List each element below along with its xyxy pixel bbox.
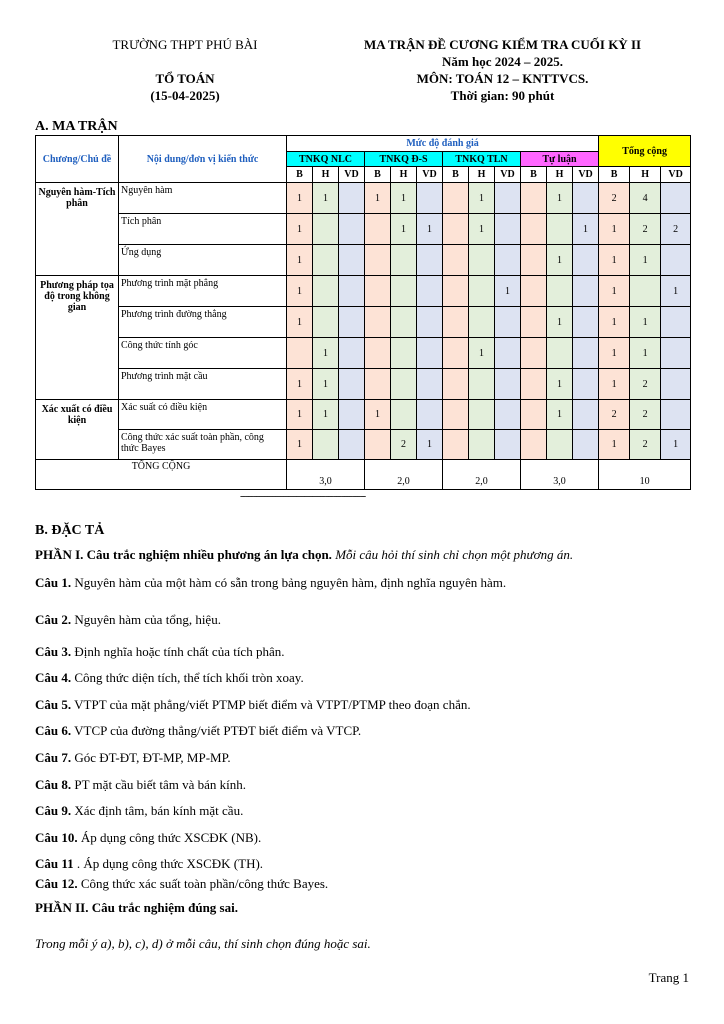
matrix-cell bbox=[417, 245, 443, 276]
question-label: Câu 11 bbox=[35, 856, 74, 871]
topic-name: Nguyên hàm bbox=[119, 183, 287, 214]
matrix-cell: 2 bbox=[630, 400, 661, 430]
question-item bbox=[35, 643, 695, 660]
matrix-cell: 1 bbox=[599, 276, 630, 307]
matrix-cell bbox=[521, 430, 547, 460]
question-label: Câu 12. bbox=[35, 876, 78, 891]
total-value: 3,0 bbox=[287, 460, 365, 490]
question-item bbox=[35, 696, 695, 713]
matrix-cell bbox=[417, 369, 443, 400]
matrix-cell bbox=[339, 338, 365, 369]
chapter-name: Xác xuất có điều kiện bbox=[36, 400, 119, 460]
matrix-cell bbox=[495, 245, 521, 276]
group-header: TNKQ Đ-S bbox=[365, 152, 443, 167]
group-header: TNKQ TLN bbox=[443, 152, 521, 167]
matrix-cell: 2 bbox=[599, 183, 630, 214]
document-date: (15-04-2025) bbox=[150, 88, 220, 103]
matrix-cell: 1 bbox=[495, 276, 521, 307]
matrix-cell: 1 bbox=[365, 183, 391, 214]
matrix-cell bbox=[521, 276, 547, 307]
matrix-cell bbox=[469, 245, 495, 276]
topic-name: Ứng dụng bbox=[119, 245, 287, 276]
school-name: TRƯỜNG THPT PHÚ BÀI bbox=[112, 37, 258, 52]
topic-name: Công thức xác suất toàn phần, công thức Bayes bbox=[119, 430, 287, 460]
level-header: H bbox=[469, 167, 495, 183]
matrix-cell: 2 bbox=[391, 430, 417, 460]
matrix-cell: 1 bbox=[599, 214, 630, 245]
matrix-cell bbox=[495, 338, 521, 369]
matrix-cell bbox=[339, 183, 365, 214]
level-header: VD bbox=[661, 167, 691, 183]
matrix-cell: 2 bbox=[599, 400, 630, 430]
matrix-cell: 1 bbox=[417, 430, 443, 460]
matrix-cell bbox=[417, 338, 443, 369]
matrix-cell: 1 bbox=[661, 430, 691, 460]
group-header: TNKQ NLC bbox=[287, 152, 365, 167]
matrix-cell: 2 bbox=[630, 430, 661, 460]
matrix-cell bbox=[573, 400, 599, 430]
matrix-cell: 2 bbox=[661, 214, 691, 245]
matrix-cell: 2 bbox=[630, 214, 661, 245]
matrix-cell bbox=[443, 245, 469, 276]
part2-title: PHẦN II. Câu trắc nghiệm đúng sai. bbox=[35, 900, 238, 915]
question-item bbox=[35, 611, 695, 628]
question-label: Câu 7. bbox=[35, 750, 72, 765]
question-item bbox=[35, 669, 695, 686]
topic-name: Công thức tính góc bbox=[119, 338, 287, 369]
question-text: Nguyên hàm của tổng, hiệu. bbox=[74, 612, 221, 627]
matrix-cell: 1 bbox=[469, 214, 495, 245]
matrix-cell bbox=[339, 245, 365, 276]
question-label: Câu 5. bbox=[35, 697, 72, 712]
department: TỔ TOÁN bbox=[155, 71, 215, 86]
matrix-cell bbox=[391, 369, 417, 400]
question-item bbox=[35, 776, 695, 793]
matrix-cell bbox=[573, 430, 599, 460]
matrix-cell bbox=[313, 430, 339, 460]
matrix-cell bbox=[573, 369, 599, 400]
topic-name: Phương trình mặt phẳng bbox=[119, 276, 287, 307]
level-header: VD bbox=[339, 167, 365, 183]
matrix-cell bbox=[495, 214, 521, 245]
matrix-cell bbox=[339, 400, 365, 430]
matrix-cell bbox=[573, 183, 599, 214]
matrix-cell bbox=[521, 369, 547, 400]
col-content-header: Nội dung/đơn vị kiến thức bbox=[119, 136, 287, 183]
matrix-cell bbox=[521, 214, 547, 245]
question-text: Góc ĐT-ĐT, ĐT-MP, MP-MP. bbox=[74, 750, 231, 765]
matrix-cell bbox=[365, 369, 391, 400]
question-text: Nguyên hàm của một hàm có sẵn trong bảng nguyên hàm, định nghĩa nguyên hàm. bbox=[74, 575, 507, 590]
matrix-cell bbox=[417, 307, 443, 338]
matrix-cell bbox=[365, 430, 391, 460]
matrix-cell bbox=[443, 338, 469, 369]
matrix-cell bbox=[573, 307, 599, 338]
matrix-cell: 1 bbox=[573, 214, 599, 245]
matrix-cell bbox=[391, 276, 417, 307]
question-label: Câu 1. bbox=[35, 575, 72, 590]
school-year: Năm học 2024 – 2025. bbox=[442, 54, 563, 69]
matrix-cell: 1 bbox=[599, 245, 630, 276]
matrix-cell bbox=[547, 338, 573, 369]
level-header: B bbox=[599, 167, 630, 183]
matrix-cell: 1 bbox=[287, 307, 313, 338]
matrix-cell: 1 bbox=[287, 183, 313, 214]
matrix-cell bbox=[443, 183, 469, 214]
assessment-matrix bbox=[35, 135, 691, 490]
matrix-cell bbox=[443, 214, 469, 245]
question-text: VTPT của mặt phẳng/viết PTMP biết điểm và VTPT/PTMP theo đoạn chắn. bbox=[74, 697, 471, 712]
matrix-cell bbox=[547, 276, 573, 307]
matrix-cell bbox=[443, 430, 469, 460]
matrix-cell bbox=[365, 338, 391, 369]
chapter-name: Nguyên hàm-Tích phân bbox=[36, 183, 119, 276]
question-text: Công thức diện tích, thể tích khối tròn xoay. bbox=[74, 670, 304, 685]
matrix-cell bbox=[365, 276, 391, 307]
col-chapter-header: Chương/Chủ đề bbox=[36, 136, 119, 183]
matrix-cell: 4 bbox=[630, 183, 661, 214]
matrix-cell bbox=[661, 400, 691, 430]
matrix-cell bbox=[661, 338, 691, 369]
question-text: . Áp dụng công thức XSCĐK (TH). bbox=[76, 856, 264, 871]
matrix-cell: 1 bbox=[313, 183, 339, 214]
question-text: Định nghĩa hoặc tính chất của tích phân. bbox=[74, 644, 285, 659]
matrix-cell: 1 bbox=[287, 430, 313, 460]
question-label: Câu 2. bbox=[35, 612, 72, 627]
matrix-cell bbox=[661, 307, 691, 338]
matrix-cell bbox=[573, 338, 599, 369]
matrix-cell: 1 bbox=[547, 400, 573, 430]
matrix-cell: 1 bbox=[547, 369, 573, 400]
matrix-cell bbox=[521, 338, 547, 369]
matrix-cell: 1 bbox=[287, 369, 313, 400]
matrix-cell bbox=[417, 276, 443, 307]
total-value: 2,0 bbox=[443, 460, 521, 490]
matrix-cell: 1 bbox=[313, 338, 339, 369]
matrix-cell bbox=[495, 430, 521, 460]
matrix-cell bbox=[339, 430, 365, 460]
matrix-cell bbox=[521, 400, 547, 430]
subject: MÔN: TOÁN 12 – KNTTVCS. bbox=[416, 71, 589, 86]
matrix-cell: 1 bbox=[630, 338, 661, 369]
section-a-title: A. MA TRẬN bbox=[35, 119, 118, 134]
matrix-cell bbox=[391, 400, 417, 430]
matrix-cell bbox=[495, 183, 521, 214]
matrix-cell bbox=[573, 276, 599, 307]
question-item bbox=[35, 875, 695, 892]
question-text: VTCP của đường thẳng/viết PTĐT biết điểm và VTCP. bbox=[74, 723, 362, 738]
matrix-cell bbox=[365, 245, 391, 276]
matrix-cell: 1 bbox=[417, 214, 443, 245]
matrix-cell bbox=[443, 276, 469, 307]
matrix-cell: 1 bbox=[599, 338, 630, 369]
part1-note: Mỗi câu hỏi thí sinh chỉ chọn một phương án. bbox=[335, 547, 574, 562]
matrix-cell bbox=[521, 183, 547, 214]
question-label: Câu 9. bbox=[35, 803, 72, 818]
question-label: Câu 3. bbox=[35, 644, 72, 659]
topic-name: Xác suất có điều kiện bbox=[119, 400, 287, 430]
exam-time: Thời gian: 90 phút bbox=[450, 88, 555, 103]
matrix-cell bbox=[661, 369, 691, 400]
matrix-cell: 1 bbox=[630, 307, 661, 338]
topic-name: Phương trình mặt cầu bbox=[119, 369, 287, 400]
level-header: VD bbox=[495, 167, 521, 183]
matrix-cell: 1 bbox=[365, 400, 391, 430]
part1-heading bbox=[35, 546, 695, 563]
level-header: B bbox=[287, 167, 313, 183]
question-item bbox=[35, 802, 695, 819]
matrix-cell bbox=[630, 276, 661, 307]
matrix-cell bbox=[469, 307, 495, 338]
question-item bbox=[35, 722, 695, 739]
topic-name: Tích phân bbox=[119, 214, 287, 245]
level-header: H bbox=[313, 167, 339, 183]
matrix-cell: 1 bbox=[547, 183, 573, 214]
total-value: 2,0 bbox=[365, 460, 443, 490]
matrix-cell bbox=[365, 214, 391, 245]
level-header: VD bbox=[573, 167, 599, 183]
matrix-cell bbox=[547, 214, 573, 245]
question-text: PT mặt cầu biết tâm và bán kính. bbox=[74, 777, 246, 792]
matrix-cell bbox=[521, 245, 547, 276]
level-header: B bbox=[365, 167, 391, 183]
level-header: H bbox=[391, 167, 417, 183]
matrix-cell: 1 bbox=[469, 183, 495, 214]
matrix-cell bbox=[313, 214, 339, 245]
total-label: TỔNG CỘNG bbox=[36, 460, 287, 490]
matrix-cell: 1 bbox=[547, 245, 573, 276]
level-header: VD bbox=[417, 167, 443, 183]
group-header: Tự luận bbox=[521, 152, 599, 167]
matrix-cell bbox=[339, 307, 365, 338]
question-text: Áp dụng công thức XSCĐK (NB). bbox=[80, 830, 262, 845]
document-title: MA TRẬN ĐỀ CƯƠNG KIỂM TRA CUỐI KỲ II bbox=[363, 37, 642, 52]
chapter-name: Phương pháp tọa độ trong không gian bbox=[36, 276, 119, 400]
question-item bbox=[35, 574, 695, 591]
matrix-cell: 1 bbox=[287, 214, 313, 245]
matrix-cell: 1 bbox=[287, 245, 313, 276]
matrix-cell bbox=[339, 214, 365, 245]
matrix-cell bbox=[573, 245, 599, 276]
matrix-cell bbox=[443, 307, 469, 338]
matrix-cell: 1 bbox=[313, 369, 339, 400]
question-label: Câu 6. bbox=[35, 723, 72, 738]
question-item bbox=[35, 855, 695, 872]
separator: ----------------------------------------------- bbox=[240, 490, 366, 502]
matrix-cell bbox=[391, 338, 417, 369]
matrix-cell: 1 bbox=[391, 183, 417, 214]
matrix-cell bbox=[469, 400, 495, 430]
matrix-cell bbox=[661, 183, 691, 214]
matrix-cell bbox=[495, 369, 521, 400]
matrix-cell: 1 bbox=[547, 307, 573, 338]
matrix-cell bbox=[313, 307, 339, 338]
matrix-cell bbox=[287, 338, 313, 369]
page-number: Trang 1 bbox=[648, 970, 689, 985]
col-level-header: Mức độ đánh giá bbox=[287, 136, 599, 152]
matrix-cell bbox=[547, 430, 573, 460]
question-item bbox=[35, 829, 695, 846]
total-value: 3,0 bbox=[521, 460, 599, 490]
matrix-cell: 1 bbox=[599, 369, 630, 400]
matrix-cell bbox=[469, 369, 495, 400]
matrix-cell bbox=[495, 400, 521, 430]
topic-name: Phương trình đường thẳng bbox=[119, 307, 287, 338]
matrix-cell: 1 bbox=[630, 245, 661, 276]
matrix-cell bbox=[469, 430, 495, 460]
matrix-cell bbox=[443, 400, 469, 430]
matrix-cell bbox=[313, 276, 339, 307]
question-label: Câu 8. bbox=[35, 777, 72, 792]
matrix-cell bbox=[661, 245, 691, 276]
part2-note: Trong mỗi ý a), b), c), d) ở mỗi câu, thí sinh chọn đúng hoặc sai. bbox=[35, 936, 371, 951]
col-total-header: Tổng cộng bbox=[599, 136, 691, 167]
matrix-cell: 2 bbox=[630, 369, 661, 400]
matrix-cell bbox=[339, 276, 365, 307]
matrix-cell: 1 bbox=[287, 400, 313, 430]
level-header: H bbox=[547, 167, 573, 183]
section-b-title: B. ĐẶC TẢ bbox=[35, 523, 105, 538]
matrix-cell: 1 bbox=[661, 276, 691, 307]
matrix-cell bbox=[365, 307, 391, 338]
matrix-cell: 1 bbox=[469, 338, 495, 369]
matrix-cell: 1 bbox=[287, 276, 313, 307]
total-value: 10 bbox=[599, 460, 691, 490]
question-text: Xác định tâm, bán kính mặt cầu. bbox=[74, 803, 244, 818]
level-header: B bbox=[521, 167, 547, 183]
level-header: H bbox=[630, 167, 661, 183]
matrix-cell bbox=[417, 400, 443, 430]
question-text: Công thức xác suất toàn phần/công thức Bayes. bbox=[80, 876, 329, 891]
matrix-cell: 1 bbox=[599, 430, 630, 460]
matrix-cell bbox=[495, 307, 521, 338]
matrix-cell bbox=[391, 245, 417, 276]
matrix-cell bbox=[417, 183, 443, 214]
matrix-cell: 1 bbox=[313, 400, 339, 430]
matrix-cell: 1 bbox=[599, 307, 630, 338]
matrix-cell bbox=[391, 307, 417, 338]
matrix-cell bbox=[313, 245, 339, 276]
question-label: Câu 4. bbox=[35, 670, 72, 685]
question-item bbox=[35, 749, 695, 766]
matrix-cell bbox=[521, 307, 547, 338]
matrix-cell bbox=[339, 369, 365, 400]
matrix-cell bbox=[443, 369, 469, 400]
matrix-cell bbox=[469, 276, 495, 307]
matrix-cell: 1 bbox=[391, 214, 417, 245]
question-label: Câu 10. bbox=[35, 830, 78, 845]
part1-title: PHẦN I. Câu trắc nghiệm nhiều phương án lựa chọn. bbox=[35, 547, 332, 562]
part2-heading bbox=[35, 899, 695, 916]
level-header: B bbox=[443, 167, 469, 183]
